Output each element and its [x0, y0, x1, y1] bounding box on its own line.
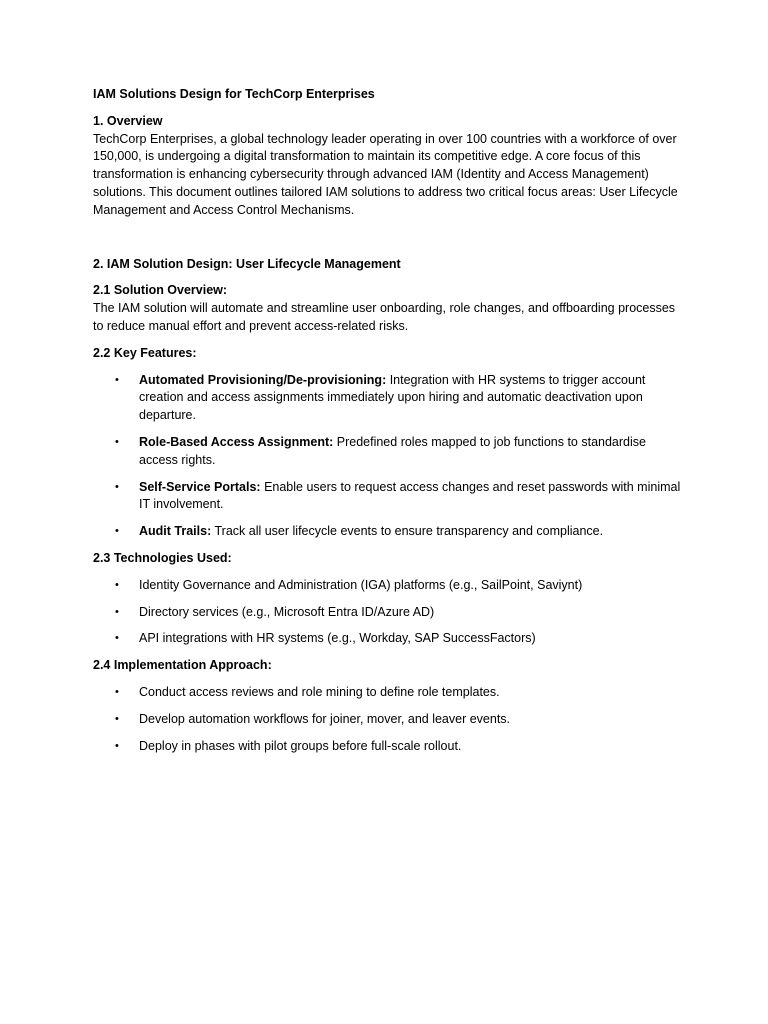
section-2-4-heading: 2.4 Implementation Approach: [93, 658, 272, 673]
list-item [93, 372, 683, 425]
section-2-2-heading: 2.2 Key Features: [93, 345, 197, 360]
bullet-icon: • [115, 578, 119, 591]
bullet-icon: • [115, 525, 119, 538]
key-features-list [93, 372, 683, 541]
bullet-icon: • [115, 605, 119, 618]
bullet-icon: • [115, 632, 119, 645]
list-item [93, 523, 683, 541]
technology-text: Directory services (e.g., Microsoft Entra ID/Azure AD) [139, 604, 435, 619]
list-item [93, 711, 683, 729]
implementation-step-text: Develop automation workflows for joiner, mover, and leaver events. [139, 711, 511, 726]
bullet-icon: • [115, 373, 119, 386]
feature-label: Automated Provisioning/De-provisioning: [139, 372, 387, 387]
feature-text: Predefined roles mapped to job functions to standardise access rights. [139, 434, 646, 467]
document-title: IAM Solutions Design for TechCorp Enterprises [93, 87, 375, 101]
technology-text: API integrations with HR systems (e.g., Workday, SAP SuccessFactors) [139, 631, 536, 646]
section-2-heading: 2. IAM Solution Design: User Lifecycle Management [93, 256, 401, 271]
bullet-icon: • [115, 480, 119, 493]
feature-label: Role-Based Access Assignment: [139, 434, 334, 449]
bullet-icon: • [115, 685, 119, 698]
list-item [93, 577, 683, 595]
implementation-list [93, 684, 683, 755]
technologies-list [93, 577, 683, 648]
document-page [93, 86, 683, 764]
list-item [93, 738, 683, 756]
section-2-1-heading: 2.1 Solution Overview: [93, 283, 228, 298]
bullet-icon: • [115, 435, 119, 448]
technology-text: Identity Governance and Administration (IGA) platforms (e.g., SailPoint, Saviynt) [139, 577, 583, 592]
implementation-step-text: Deploy in phases with pilot groups before full-scale rollout. [139, 738, 462, 753]
overview-heading: 1. Overview [93, 113, 163, 128]
bullet-icon: • [115, 739, 119, 752]
section-spacer [93, 229, 683, 256]
overview-paragraph: TechCorp Enterprises, a global technology leader operating in over 100 countries with a workforce of over 150,000, is undergoing a digital transformation to maintain its competitive edge. A core focus of this transformation is enhancing cybersecurity through advanced IAM (Identity and Access Management) solutions. This document outlines tailored IAM solutions to address two critical focus areas: User Lifecycle Management and Access Control Mechanisms. [93, 131, 678, 217]
feature-text: Enable users to request access changes and reset passwords with minimal IT involvement. [139, 479, 681, 512]
feature-label: Self-Service Portals: [139, 479, 261, 494]
feature-text: Track all user lifecycle events to ensure transparency and compliance. [211, 524, 604, 539]
list-item [93, 684, 683, 702]
list-item [93, 630, 683, 648]
feature-label: Audit Trails: [139, 524, 212, 539]
section-2-1-paragraph: The IAM solution will automate and streamline user onboarding, role changes, and offboarding processes to reduce manual effort and prevent access-related risks. [93, 301, 676, 333]
list-item [93, 479, 683, 515]
section-2-3-heading: 2.3 Technologies Used: [93, 550, 232, 565]
bullet-icon: • [115, 712, 119, 725]
list-item [93, 434, 683, 470]
implementation-step-text: Conduct access reviews and role mining to define role templates. [139, 684, 500, 699]
list-item [93, 604, 683, 622]
feature-text: Integration with HR systems to trigger account creation and access assignments immediately upon hiring and automatic deactivation upon departure. [139, 372, 646, 423]
